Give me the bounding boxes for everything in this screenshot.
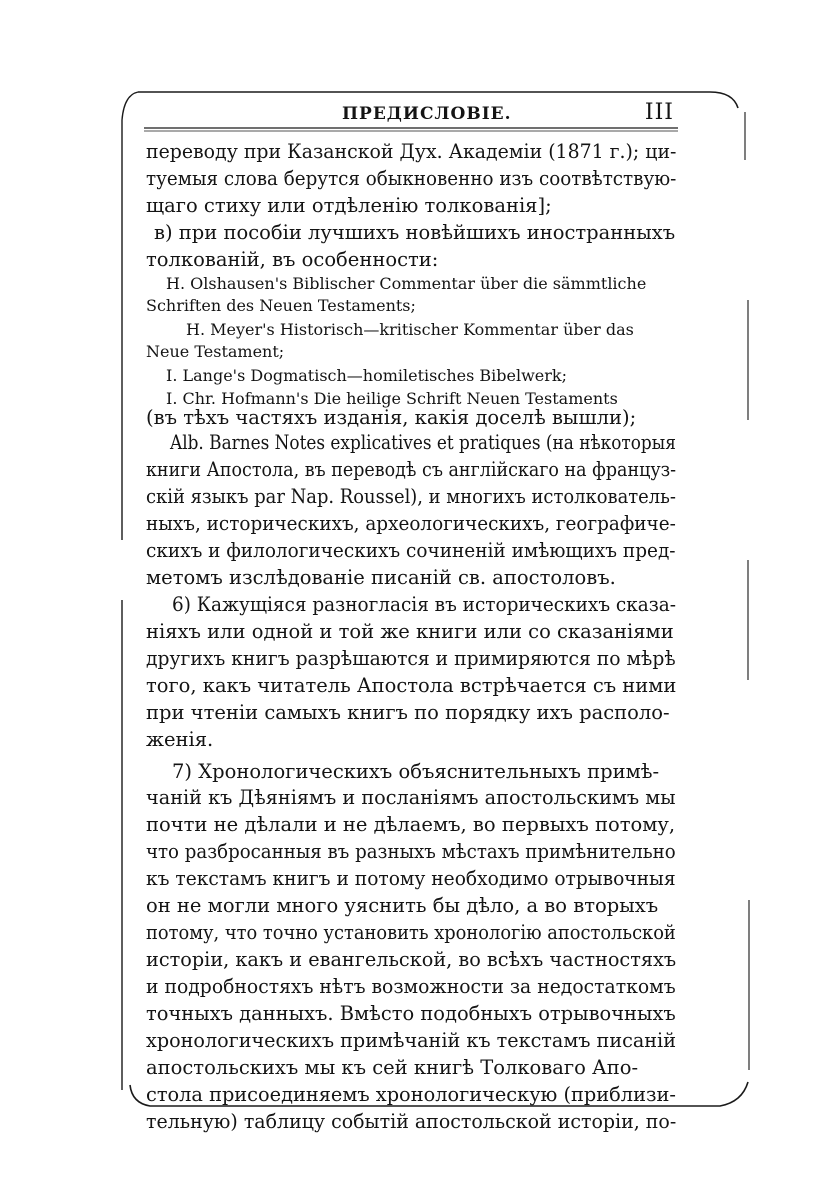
text-line: другихъ книгъ разрѣшаются и примиряются по мѣрѣ	[146, 647, 676, 670]
text-line: туемыя слова берутся обыкновенно изъ соотвѣтствую-	[146, 167, 677, 190]
text-line: почти не дѣлали и не дѣлаемъ, во первыхъ потому,	[146, 813, 676, 836]
text-line: скій языкъ par Nap. Roussel), и многихъ истолкователь-	[146, 485, 676, 508]
text-line: H. Meyer's Historisch—kritischer Kommentar über das	[186, 320, 634, 339]
text-line: при чтеніи самыхъ книгъ по порядку ихъ располо-	[146, 701, 670, 724]
text-line: щаго стиху или отдѣленію толкованія];	[146, 194, 552, 217]
text-line: он не могли много уяснить бы дѣло, а во вторыхъ	[146, 894, 659, 917]
text-line: Alb. Barnes Notes explicatives et pratiques (на нѣкоторыя	[170, 431, 676, 454]
text-line: (въ тѣхъ частяхъ изданія, какія доселѣ вышли);	[146, 406, 637, 429]
text-line: стола присоединяемъ хронологическую (приблизи-	[146, 1083, 676, 1106]
text-line: скихъ и филологическихъ сочиненій имѣющихъ пред-	[146, 539, 676, 562]
text-line: I. Lange's Dogmatisch—homiletisches Bibelwerk;	[166, 366, 568, 385]
text-line: исторіи, какъ и евангельской, во всѣхъ частностяхъ	[146, 948, 677, 971]
text-line: I. Chr. Hofmann's Die heilige Schrift Neuen Testaments	[166, 389, 618, 408]
text-line: къ текстамъ книгъ и потому необходимо отрывочныя	[146, 867, 676, 890]
text-line: и подробностяхъ нѣтъ возможности за недостаткомъ	[146, 975, 676, 998]
text-line: что разбросанныя въ разныхъ мѣстахъ примѣнительно	[146, 840, 676, 863]
text-line: апостольскихъ мы къ сей книгѣ Толковаго Апо-	[146, 1056, 639, 1079]
text-line: чаній къ Дѣяніямъ и посланіямъ апостольскимъ мы	[146, 786, 676, 809]
running-title: ПРЕДИСЛОВІЕ.	[342, 104, 512, 124]
text-line: женія.	[146, 728, 214, 751]
frame-right-border	[745, 112, 749, 1070]
text-line: переводу при Казанской Дух. Академіи (1871 г.); ци-	[146, 140, 677, 163]
text-line: того, какъ читатель Апостола встрѣчается съ ними	[146, 674, 677, 697]
frame-left-border	[122, 92, 138, 1090]
text-line: ныхъ, историческихъ, археологическихъ, географиче-	[146, 512, 676, 535]
text-line: в) при пособіи лучшихъ новѣйшихъ иностранныхъ	[154, 221, 676, 244]
text-line: книги Апостола, въ переводѣ съ англійскаго на француз-	[146, 458, 677, 481]
text-line: H. Olshausen's Biblischer Commentar über die sämmtliche	[166, 274, 647, 293]
text-line: 7) Хронологическихъ объяснительныхъ примѣ-	[172, 760, 660, 783]
text-line: 6) Кажущіяся разногласія въ историческихъ сказа-	[172, 593, 677, 616]
text-line: ніяхъ или одной и той же книги или со сказаніями	[146, 620, 674, 643]
text-line: хронологическихъ примѣчаній къ текстамъ писаній	[146, 1029, 676, 1052]
text-line: Neue Testament;	[146, 342, 285, 361]
text-line: точныхъ данныхъ. Вмѣсто подобныхъ отрывочныхъ	[146, 1002, 676, 1025]
text-line: метомъ изслѣдованіе писаній св. апостоловъ.	[146, 566, 616, 589]
text-line: толкованій, въ особенности:	[146, 248, 439, 271]
text-line: потому, что точно установить хронологію апостольской	[146, 921, 676, 944]
text-line: Schriften des Neuen Testaments;	[146, 296, 416, 315]
page-header	[142, 102, 680, 128]
text-line: тельную) таблицу событій апостольской исторіи, по-	[146, 1110, 677, 1133]
page-number: III	[644, 100, 674, 125]
